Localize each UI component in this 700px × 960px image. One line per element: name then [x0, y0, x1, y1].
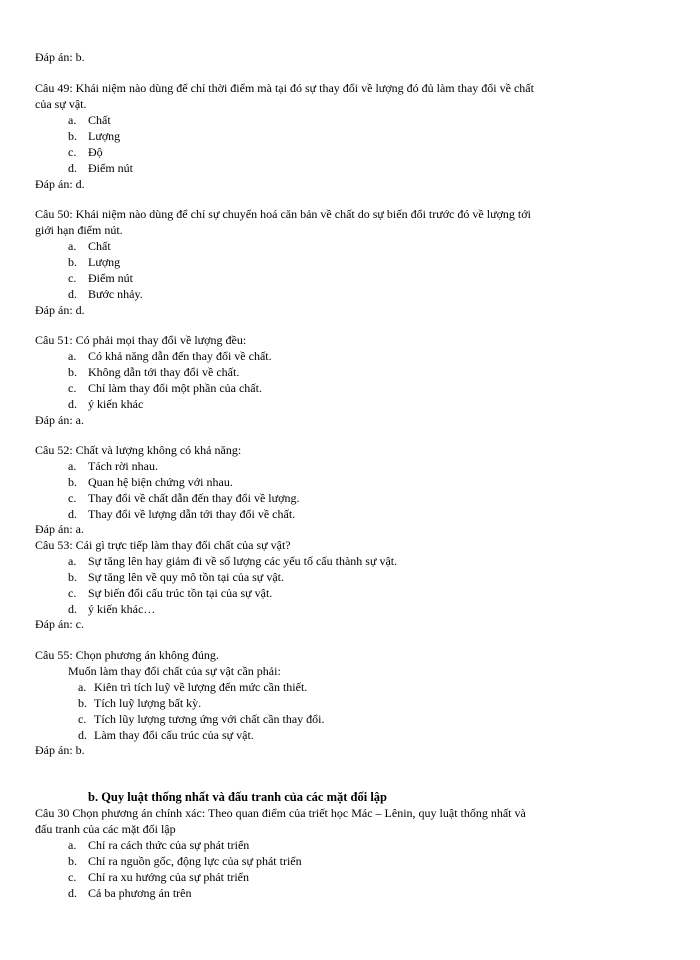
q55-option-b: b. Tích luỹ lượng bất kỳ.	[78, 696, 202, 710]
question-51: Câu 51: Có phải mọi thay đổi về lượng đều:	[35, 333, 247, 347]
question-52: Câu 52: Chất và lượng không có khả năng:	[35, 443, 242, 457]
q50-option-d: d. Bước nhảy.	[68, 287, 143, 301]
q49-option-a: a. Chất	[68, 113, 111, 127]
q49-option-d: d. Điểm nút	[68, 161, 133, 175]
q53-option-b: b. Sự tăng lên về quy mô tồn tại của sự vật.	[68, 570, 284, 584]
answer-q51: Đáp án: a.	[35, 413, 84, 427]
q30-option-c: c. Chỉ ra xu hướng của sự phát triển	[68, 870, 249, 884]
q50-option-c: c. Điểm nút	[68, 271, 133, 285]
q52-option-c: c. Thay đổi về chất dẫn đến thay đổi về lượng.	[68, 491, 300, 505]
answer-q48: Đáp án: b.	[35, 50, 85, 64]
q51-option-c: c. Chỉ làm thay đổi một phần của chất.	[68, 381, 262, 395]
question-55-prompt: Muốn làm thay đổi chất của sự vật cần phải:	[68, 664, 281, 678]
question-53: Câu 53: Cái gì trực tiếp làm thay đổi chất của sự vật?	[35, 538, 291, 552]
q50-option-a: a. Chất	[68, 239, 111, 253]
question-30: Câu 30 Chọn phương án chính xác: Theo quan điểm của triết học Mác – Lênin, quy luật thống nhất và	[35, 806, 526, 820]
answer-q55: Đáp án: b.	[35, 743, 85, 757]
q53-option-d: d. ý kiến khác…	[68, 602, 156, 616]
answer-q49: Đáp án: d.	[35, 177, 85, 191]
q51-option-b: b. Không dẫn tới thay đổi về chất.	[68, 365, 240, 379]
q55-option-c: c. Tích lũy lượng tương ứng với chất cần thay đổi.	[78, 712, 325, 726]
question-30-cont: đấu tranh của các mặt đối lập	[35, 822, 176, 836]
q49-option-c: c. Độ	[68, 145, 103, 159]
q52-option-d: d. Thay đổi về lượng dẫn tới thay đổi về chất.	[68, 507, 296, 521]
q53-option-c: c. Sự biến đổi cấu trúc tồn tại của sự vật.	[68, 586, 273, 600]
q55-option-d: d. Làm thay đổi cấu trúc của sự vật.	[78, 728, 254, 742]
q52-option-b: b. Quan hệ biện chứng với nhau.	[68, 475, 233, 489]
section-heading: b. Quy luật thống nhất và đấu tranh của các mặt đối lập	[88, 790, 388, 804]
answer-q53: Đáp án: c.	[35, 617, 84, 631]
question-55: Câu 55: Chọn phương án không đúng.	[35, 648, 219, 662]
answer-q50: Đáp án: d.	[35, 303, 85, 317]
q49-option-b: b. Lượng	[68, 129, 121, 143]
question-50: Câu 50: Khái niệm nào dùng để chỉ sự chuyển hoá căn bản về chất do sự biến đổi trước đó về lượng tới	[35, 207, 531, 221]
q30-option-a: a. Chỉ ra cách thức của sự phát triển	[68, 838, 250, 852]
q53-option-a: a. Sự tăng lên hay giảm đi về số lượng các yếu tố cấu thành sự vật.	[68, 554, 398, 568]
q55-option-a: a. Kiên trì tích luỹ về lượng đến mức cần thiết.	[78, 680, 308, 694]
answer-q52: Đáp án: a.	[35, 522, 84, 536]
q30-option-b: b. Chỉ ra nguồn gốc, động lực của sự phát triển	[68, 854, 302, 868]
q52-option-a: a. Tách rời nhau.	[68, 459, 158, 473]
question-50-cont: giới hạn điểm nút.	[35, 223, 123, 237]
q51-option-d: d. ý kiến khác	[68, 397, 144, 411]
q30-option-d: d. Cả ba phương án trên	[68, 886, 192, 900]
question-49: Câu 49: Khái niệm nào dùng để chỉ thời điểm mà tại đó sự thay đổi về lượng đó đủ làm thay đổi về chất	[35, 81, 534, 95]
q50-option-b: b. Lượng	[68, 255, 121, 269]
q51-option-a: a. Có khả năng dẫn đến thay đổi về chất.	[68, 349, 272, 363]
question-49-cont: của sự vật.	[35, 97, 87, 111]
